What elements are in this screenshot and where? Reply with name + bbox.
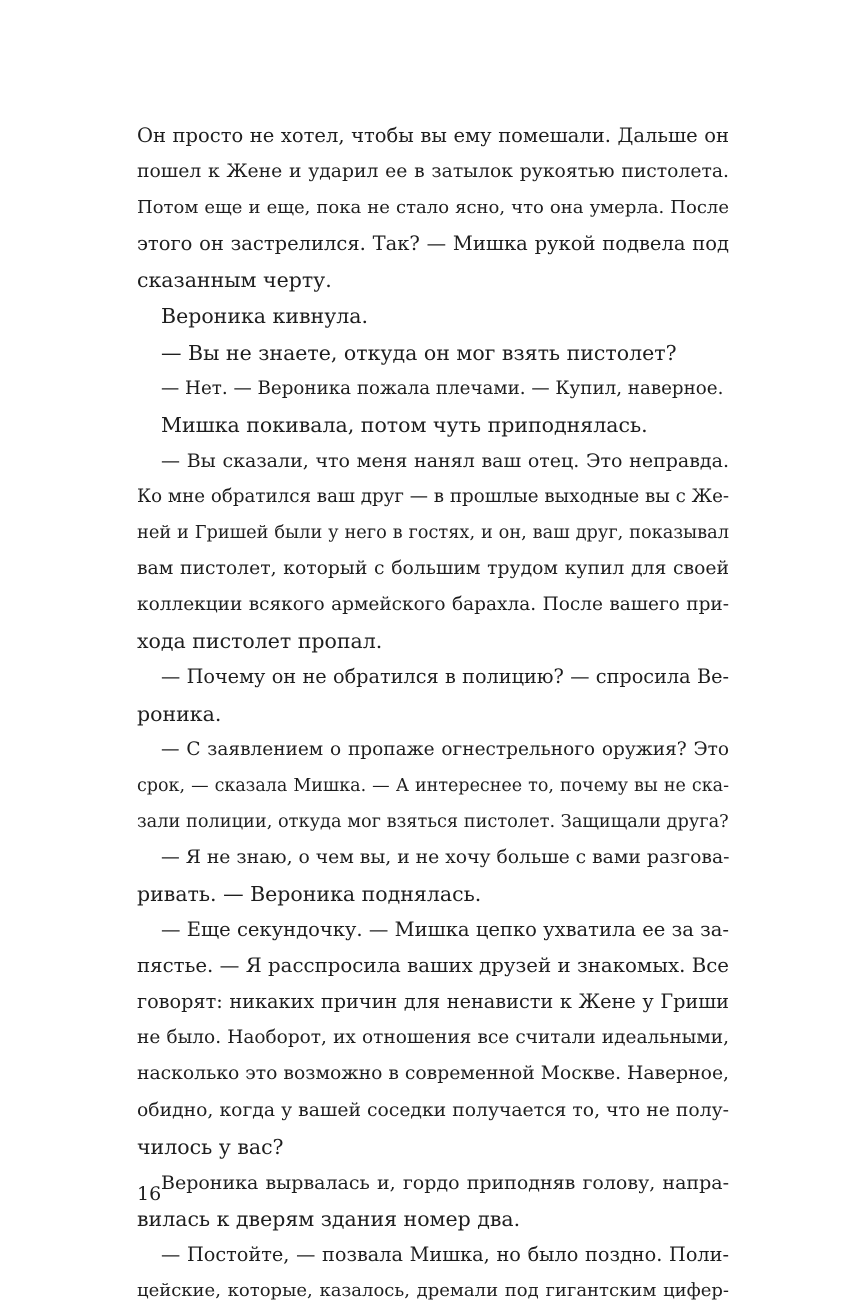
text-line: Вероника кивнула. bbox=[161, 304, 369, 329]
text-line: обидно, когда у вашей соседки получается то, что не полу- bbox=[137, 1099, 729, 1121]
text-line: хода пистолет пропал. bbox=[137, 629, 383, 654]
text-line: Вероника вырвалась и, гордо приподняв голову, напра- bbox=[161, 1171, 729, 1194]
text-line: — Я не знаю, о чем вы, и не хочу больше с вами разгова- bbox=[161, 846, 729, 868]
text-line: — Еще секундочку. — Мишка цепко ухватила ее за за- bbox=[161, 918, 729, 942]
text-line: ривать. — Вероника поднялась. bbox=[137, 881, 482, 906]
text-line: пястье. — Я расспросила ваших друзей и знакомых. Все bbox=[137, 954, 729, 978]
text-line: роника. bbox=[137, 701, 222, 726]
text-line: зали полиции, откуда мог взяться пистолет. Защищали друга? bbox=[137, 811, 729, 832]
text-line: — Почему он не обратился в полицию? — спросила Ве- bbox=[161, 665, 729, 689]
text-line: пошел к Жене и ударил ее в затылок рукоятью пистолета. bbox=[137, 161, 729, 183]
text-line: коллекции всякого армейского барахла. После вашего при- bbox=[137, 594, 729, 616]
text-line: говорят: никаких причин для ненависти к Жене у Гриши bbox=[137, 990, 729, 1014]
text-line: — Вы сказали, что меня нанял ваш отец. Это неправда. bbox=[161, 449, 729, 472]
text-line: цейские, которые, казалось, дремали под гигантским цифер- bbox=[137, 1280, 729, 1301]
text-line: не было. Наоборот, их отношения все считали идеальными, bbox=[137, 1027, 729, 1049]
page-number: 16 bbox=[137, 1183, 162, 1205]
text-line: Потом еще и еще, пока не стало ясно, что она умерла. После bbox=[137, 197, 729, 219]
text-line: Он просто не хотел, чтобы вы ему помешали. Дальше он bbox=[137, 124, 729, 147]
text-line: сказанным черту. bbox=[137, 268, 332, 293]
text-line: — Постойте, — позвала Мишка, но было поздно. Поли- bbox=[161, 1242, 729, 1266]
body-text bbox=[137, 118, 729, 1309]
text-line: чилось у вас? bbox=[137, 1134, 284, 1159]
text-line: насколько это возможно в современной Москве. Наверное, bbox=[137, 1063, 729, 1085]
text-line: — Нет. — Вероника пожала плечами. — Купил, наверное. bbox=[161, 377, 724, 399]
text-line: срок, — сказала Мишка. — А интереснее то, почему вы не ска- bbox=[137, 775, 729, 796]
text-line: этого он застрелился. Так? — Мишка рукой подвела под bbox=[137, 232, 729, 256]
text-line: — Вы не знаете, откуда он мог взять пистолет? bbox=[161, 340, 677, 365]
text-line: Мишка покивала, потом чуть приподнялась. bbox=[161, 412, 648, 437]
text-line: — С заявлением о пропаже огнестрельного оружия? Это bbox=[161, 738, 729, 760]
text-line: вам пистолет, который с большим трудом купил для своей bbox=[137, 558, 729, 580]
text-line: ней и Гришей были у него в гостях, и он, ваш друг, показывал bbox=[137, 523, 729, 544]
text-line: вилась к дверям здания номер два. bbox=[137, 1206, 521, 1231]
text-line: Ко мне обратился ваш друг — в прошлые выходные вы с Же- bbox=[137, 485, 729, 507]
